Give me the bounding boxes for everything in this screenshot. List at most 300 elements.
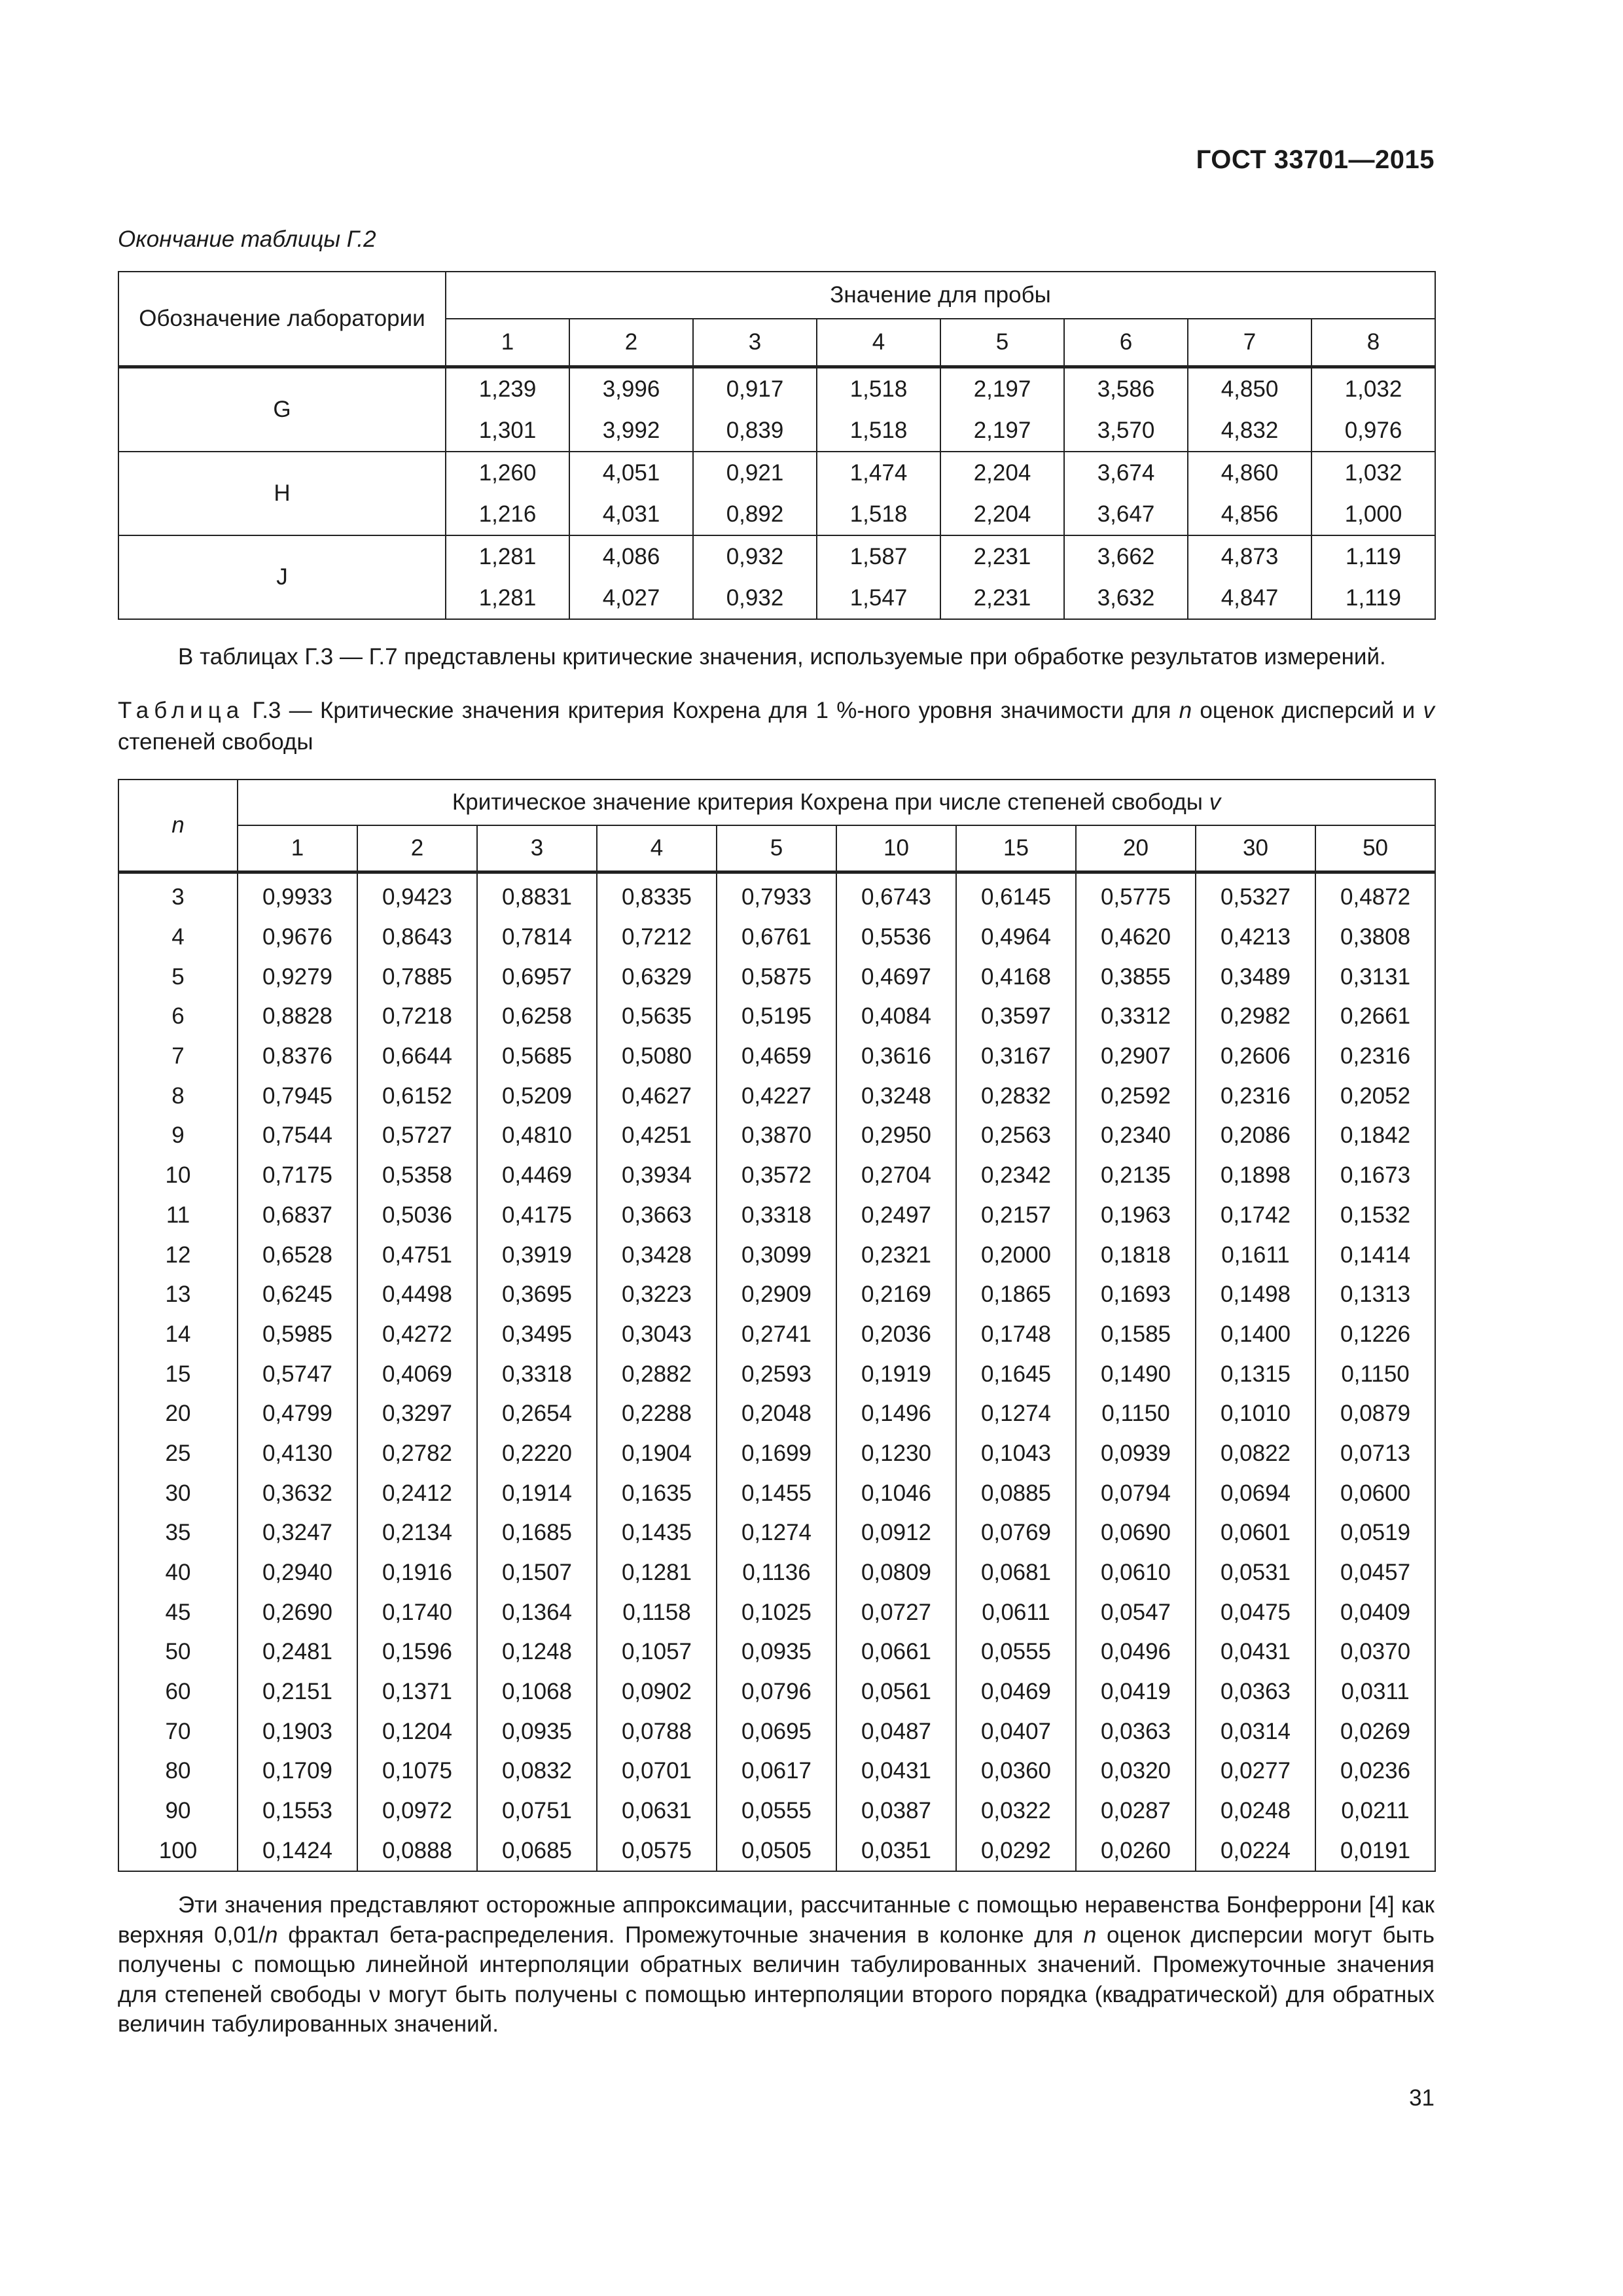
critical-value-cell: 0,1400 bbox=[1196, 1315, 1315, 1355]
value-cell: 2,197 bbox=[940, 367, 1064, 410]
caption-text-part: Критические значения критерия Кохрена для 1 %-ного уровня значимости для bbox=[320, 698, 1171, 723]
value-cell: 3,674 bbox=[1064, 452, 1188, 493]
n-cell: 40 bbox=[118, 1553, 238, 1593]
critical-value-cell: 0,5327 bbox=[1196, 872, 1315, 918]
critical-value-cell: 0,1507 bbox=[477, 1553, 597, 1593]
value-cell: 4,850 bbox=[1188, 367, 1311, 410]
critical-value-cell: 0,2593 bbox=[717, 1354, 836, 1394]
critical-value-cell: 0,0601 bbox=[1196, 1513, 1315, 1553]
critical-value-cell: 0,7212 bbox=[597, 918, 717, 958]
dof-column-header: 2 bbox=[357, 825, 477, 872]
table-row bbox=[118, 997, 1435, 1037]
critical-value-cell: 0,5727 bbox=[357, 1116, 477, 1156]
critical-value-cell: 0,0912 bbox=[836, 1513, 956, 1553]
table-row bbox=[118, 1672, 1435, 1712]
critical-value-cell: 0,2340 bbox=[1076, 1116, 1196, 1156]
critical-value-cell: 0,5685 bbox=[477, 1037, 597, 1077]
critical-value-cell: 0,0547 bbox=[1076, 1592, 1196, 1632]
table-row bbox=[118, 1553, 1435, 1593]
value-cell: 3,647 bbox=[1064, 493, 1188, 535]
document-header: ГОСТ 33701—2015 bbox=[1196, 145, 1435, 174]
sample-column-header: 3 bbox=[693, 319, 817, 367]
critical-value-cell: 0,1150 bbox=[1076, 1394, 1196, 1434]
value-cell: 1,518 bbox=[817, 410, 940, 452]
critical-value-cell: 0,3223 bbox=[597, 1275, 717, 1315]
value-cell: 2,204 bbox=[940, 452, 1064, 493]
table-row bbox=[118, 1196, 1435, 1236]
critical-value-cell: 0,1742 bbox=[1196, 1196, 1315, 1236]
critical-value-cell: 0,0935 bbox=[477, 1712, 597, 1751]
critical-value-cell: 0,6761 bbox=[717, 918, 836, 958]
dof-column-header: 30 bbox=[1196, 825, 1315, 872]
critical-value-cell: 0,5747 bbox=[238, 1354, 357, 1394]
n-cell: 30 bbox=[118, 1473, 238, 1513]
table-row bbox=[118, 1751, 1435, 1791]
critical-value-cell: 0,2169 bbox=[836, 1275, 956, 1315]
critical-value-cell: 0,3312 bbox=[1076, 997, 1196, 1037]
notes-text: оценок дисперсии могут быть получены с помощью линейной интерполяции обратных величин табулированных значений. Промежуточные значения для степеней свободы ν могут быть получены с помощью интерполяции второго порядка (квадратической) для обратных величин табулированных значений. bbox=[118, 1922, 1435, 2037]
critical-value-cell: 0,6644 bbox=[357, 1037, 477, 1077]
dof-column-header: 3 bbox=[477, 825, 597, 872]
value-cell: 0,839 bbox=[693, 410, 817, 452]
critical-value-cell: 0,3855 bbox=[1076, 957, 1196, 997]
table-continuation-caption: Окончание таблицы Г.2 bbox=[118, 226, 376, 252]
critical-value-cell: 0,0419 bbox=[1076, 1672, 1196, 1712]
critical-value-cell: 0,1914 bbox=[477, 1473, 597, 1513]
critical-value-cell: 0,3131 bbox=[1315, 957, 1435, 997]
lab-column-header: Обозначение лаборатории bbox=[118, 272, 446, 367]
critical-value-cell: 0,0431 bbox=[836, 1751, 956, 1791]
n-cell: 80 bbox=[118, 1751, 238, 1791]
critical-value-cell: 0,0360 bbox=[956, 1751, 1076, 1791]
critical-value-cell: 0,1057 bbox=[597, 1632, 717, 1672]
critical-value-cell: 0,0292 bbox=[956, 1831, 1076, 1872]
critical-value-cell: 0,3318 bbox=[717, 1196, 836, 1236]
table-row bbox=[118, 957, 1435, 997]
critical-value-cell: 0,0561 bbox=[836, 1672, 956, 1712]
critical-value-cell: 0,0322 bbox=[956, 1791, 1076, 1831]
critical-value-cell: 0,8643 bbox=[357, 918, 477, 958]
critical-value-cell: 0,3597 bbox=[956, 997, 1076, 1037]
critical-value-cell: 0,0600 bbox=[1315, 1473, 1435, 1513]
critical-value-cell: 0,0314 bbox=[1196, 1712, 1315, 1751]
critical-value-cell: 0,1635 bbox=[597, 1473, 717, 1513]
critical-value-cell: 0,0248 bbox=[1196, 1791, 1315, 1831]
table-row bbox=[118, 1037, 1435, 1077]
critical-value-cell: 0,1281 bbox=[597, 1553, 717, 1593]
critical-value-cell: 0,0713 bbox=[1315, 1434, 1435, 1474]
critical-value-cell: 0,7544 bbox=[238, 1116, 357, 1156]
critical-value-cell: 0,1455 bbox=[717, 1473, 836, 1513]
table-row bbox=[118, 1156, 1435, 1196]
value-cell: 0,932 bbox=[693, 535, 817, 577]
critical-value-cell: 0,0751 bbox=[477, 1791, 597, 1831]
critical-value-cell: 0,1693 bbox=[1076, 1275, 1196, 1315]
critical-value-cell: 0,2151 bbox=[238, 1672, 357, 1712]
critical-value-cell: 0,6743 bbox=[836, 872, 956, 918]
critical-value-cell: 0,3632 bbox=[238, 1473, 357, 1513]
critical-value-cell: 0,0236 bbox=[1315, 1751, 1435, 1791]
table-row bbox=[118, 1354, 1435, 1394]
critical-value-cell: 0,0363 bbox=[1196, 1672, 1315, 1712]
value-cell: 2,197 bbox=[940, 410, 1064, 452]
value-cell: 4,027 bbox=[569, 577, 693, 619]
critical-value-cell: 0,3919 bbox=[477, 1235, 597, 1275]
critical-value-cell: 0,2220 bbox=[477, 1434, 597, 1474]
critical-value-header bbox=[238, 780, 1435, 825]
critical-value-cell: 0,1740 bbox=[357, 1592, 477, 1632]
critical-value-cell: 0,0555 bbox=[956, 1632, 1076, 1672]
table-row bbox=[118, 1116, 1435, 1156]
critical-value-cell: 0,2592 bbox=[1076, 1076, 1196, 1116]
critical-value-cell: 0,2950 bbox=[836, 1116, 956, 1156]
critical-value-cell: 0,0260 bbox=[1076, 1831, 1196, 1872]
critical-value-cell: 0,0681 bbox=[956, 1553, 1076, 1593]
critical-value-cell: 0,1490 bbox=[1076, 1354, 1196, 1394]
critical-value-cell: 0,1010 bbox=[1196, 1394, 1315, 1434]
cochran-critical-values-table bbox=[118, 779, 1436, 1872]
critical-value-cell: 0,4251 bbox=[597, 1116, 717, 1156]
n-cell: 6 bbox=[118, 997, 238, 1037]
critical-value-cell: 0,0788 bbox=[597, 1712, 717, 1751]
critical-value-cell: 0,0487 bbox=[836, 1712, 956, 1751]
critical-value-cell: 0,0277 bbox=[1196, 1751, 1315, 1791]
value-cell: 4,086 bbox=[569, 535, 693, 577]
critical-value-cell: 0,0505 bbox=[717, 1831, 836, 1872]
critical-value-cell: 0,6245 bbox=[238, 1275, 357, 1315]
critical-value-cell: 0,0690 bbox=[1076, 1513, 1196, 1553]
critical-value-cell: 0,5985 bbox=[238, 1315, 357, 1355]
n-cell: 12 bbox=[118, 1235, 238, 1275]
table-g3-caption bbox=[118, 695, 1435, 758]
critical-value-cell: 0,7175 bbox=[238, 1156, 357, 1196]
caption-text-part: степеней свободы bbox=[118, 729, 313, 755]
critical-value-cell: 0,2661 bbox=[1315, 997, 1435, 1037]
sample-column-header: 5 bbox=[940, 319, 1064, 367]
critical-value-cell: 0,0832 bbox=[477, 1751, 597, 1791]
critical-value-cell: 0,5635 bbox=[597, 997, 717, 1037]
critical-value-cell: 0,3808 bbox=[1315, 918, 1435, 958]
critical-value-cell: 0,5209 bbox=[477, 1076, 597, 1116]
critical-value-cell: 0,0617 bbox=[717, 1751, 836, 1791]
critical-value-cell: 0,2412 bbox=[357, 1473, 477, 1513]
critical-value-cell: 0,0409 bbox=[1315, 1592, 1435, 1632]
critical-value-cell: 0,2157 bbox=[956, 1196, 1076, 1236]
critical-value-cell: 0,0610 bbox=[1076, 1553, 1196, 1593]
dof-column-header: 5 bbox=[717, 825, 836, 872]
table-row bbox=[118, 1791, 1435, 1831]
critical-value-cell: 0,0224 bbox=[1196, 1831, 1315, 1872]
critical-value-cell: 0,4175 bbox=[477, 1196, 597, 1236]
critical-value-cell: 0,0935 bbox=[717, 1632, 836, 1672]
critical-value-cell: 0,1553 bbox=[238, 1791, 357, 1831]
critical-value-cell: 0,0191 bbox=[1315, 1831, 1435, 1872]
critical-value-cell: 0,2316 bbox=[1315, 1037, 1435, 1077]
value-cell: 1,281 bbox=[446, 535, 569, 577]
lab-label-cell: J bbox=[118, 535, 446, 619]
critical-value-cell: 0,2907 bbox=[1076, 1037, 1196, 1077]
critical-value-cell: 0,1611 bbox=[1196, 1235, 1315, 1275]
n-cell: 7 bbox=[118, 1037, 238, 1077]
critical-value-cell: 0,3099 bbox=[717, 1235, 836, 1275]
critical-value-cell: 0,2086 bbox=[1196, 1116, 1315, 1156]
critical-value-cell: 0,3248 bbox=[836, 1076, 956, 1116]
critical-value-cell: 0,0531 bbox=[1196, 1553, 1315, 1593]
n-cell: 20 bbox=[118, 1394, 238, 1434]
table-row bbox=[118, 1076, 1435, 1116]
critical-value-cell: 0,0311 bbox=[1315, 1672, 1435, 1712]
value-cell: 3,996 bbox=[569, 367, 693, 410]
critical-value-cell: 0,3695 bbox=[477, 1275, 597, 1315]
n-cell: 70 bbox=[118, 1712, 238, 1751]
critical-value-cell: 0,2052 bbox=[1315, 1076, 1435, 1116]
critical-value-cell: 0,2316 bbox=[1196, 1076, 1315, 1116]
critical-value-cell: 0,8831 bbox=[477, 872, 597, 918]
critical-value-cell: 0,1865 bbox=[956, 1275, 1076, 1315]
critical-value-cell: 0,1673 bbox=[1315, 1156, 1435, 1196]
value-cell: 1,000 bbox=[1311, 493, 1435, 535]
critical-value-cell: 0,7814 bbox=[477, 918, 597, 958]
critical-value-cell: 0,9423 bbox=[357, 872, 477, 918]
value-cell: 3,586 bbox=[1064, 367, 1188, 410]
n-cell: 100 bbox=[118, 1831, 238, 1872]
value-cell: 1,119 bbox=[1311, 577, 1435, 619]
critical-value-cell: 0,3870 bbox=[717, 1116, 836, 1156]
critical-value-cell: 0,9279 bbox=[238, 957, 357, 997]
critical-value-cell: 0,1748 bbox=[956, 1315, 1076, 1355]
caption-word: Таблица bbox=[118, 698, 245, 723]
critical-value-cell: 0,1898 bbox=[1196, 1156, 1315, 1196]
table-row bbox=[118, 535, 1435, 577]
critical-value-cell: 0,1248 bbox=[477, 1632, 597, 1672]
critical-value-cell: 0,7945 bbox=[238, 1076, 357, 1116]
critical-value-cell: 0,4627 bbox=[597, 1076, 717, 1116]
critical-value-cell: 0,5195 bbox=[717, 997, 836, 1037]
dof-column-header: 4 bbox=[597, 825, 717, 872]
critical-value-cell: 0,2882 bbox=[597, 1354, 717, 1394]
n-cell: 45 bbox=[118, 1592, 238, 1632]
caption-n-symbol: n bbox=[1179, 698, 1192, 723]
table-row bbox=[118, 1473, 1435, 1513]
critical-value-cell: 0,2909 bbox=[717, 1275, 836, 1315]
critical-value-cell: 0,3043 bbox=[597, 1315, 717, 1355]
critical-value-cell: 0,2000 bbox=[956, 1235, 1076, 1275]
critical-value-cell: 0,0631 bbox=[597, 1791, 717, 1831]
critical-value-cell: 0,3489 bbox=[1196, 957, 1315, 997]
table-row bbox=[118, 1315, 1435, 1355]
critical-value-cell: 0,3663 bbox=[597, 1196, 717, 1236]
critical-value-cell: 0,1916 bbox=[357, 1553, 477, 1593]
critical-value-cell: 0,2606 bbox=[1196, 1037, 1315, 1077]
lab-label-cell: G bbox=[118, 367, 446, 452]
critical-value-cell: 0,0363 bbox=[1076, 1712, 1196, 1751]
critical-value-cell: 0,4213 bbox=[1196, 918, 1315, 958]
critical-value-cell: 0,0211 bbox=[1315, 1791, 1435, 1831]
critical-value-cell: 0,9933 bbox=[238, 872, 357, 918]
n-cell: 15 bbox=[118, 1354, 238, 1394]
value-cell: 3,992 bbox=[569, 410, 693, 452]
value-cell: 4,873 bbox=[1188, 535, 1311, 577]
critical-value-cell: 0,1414 bbox=[1315, 1235, 1435, 1275]
dof-column-header: 50 bbox=[1315, 825, 1435, 872]
n-cell: 60 bbox=[118, 1672, 238, 1712]
page-number: 31 bbox=[1409, 2085, 1435, 2111]
critical-value-cell: 0,3167 bbox=[956, 1037, 1076, 1077]
critical-value-cell: 0,1068 bbox=[477, 1672, 597, 1712]
critical-value-cell: 0,4069 bbox=[357, 1354, 477, 1394]
critical-value-cell: 0,1364 bbox=[477, 1592, 597, 1632]
caption-dash: — bbox=[289, 698, 312, 723]
n-cell: 10 bbox=[118, 1156, 238, 1196]
critical-value-cell: 0,0519 bbox=[1315, 1513, 1435, 1553]
critical-value-cell: 0,3572 bbox=[717, 1156, 836, 1196]
critical-value-cell: 0,0885 bbox=[956, 1473, 1076, 1513]
critical-value-cell: 0,1274 bbox=[956, 1394, 1076, 1434]
critical-value-cell: 0,3495 bbox=[477, 1315, 597, 1355]
critical-value-cell: 0,2497 bbox=[836, 1196, 956, 1236]
critical-value-cell: 0,7218 bbox=[357, 997, 477, 1037]
critical-value-cell: 0,1919 bbox=[836, 1354, 956, 1394]
critical-value-cell: 0,2982 bbox=[1196, 997, 1315, 1037]
value-cell: 4,031 bbox=[569, 493, 693, 535]
dof-column-header: 1 bbox=[238, 825, 357, 872]
critical-value-cell: 0,4620 bbox=[1076, 918, 1196, 958]
dof-column-header: 15 bbox=[956, 825, 1076, 872]
critical-value-cell: 0,2704 bbox=[836, 1156, 956, 1196]
critical-value-header-text: Критическое значение критерия Кохрена при числе степеней свободы bbox=[452, 789, 1203, 815]
value-cell: 1,518 bbox=[817, 493, 940, 535]
critical-value-cell: 0,4168 bbox=[956, 957, 1076, 997]
v-symbol: v bbox=[1209, 789, 1221, 815]
value-cell: 4,860 bbox=[1188, 452, 1311, 493]
critical-value-cell: 0,4810 bbox=[477, 1116, 597, 1156]
critical-value-cell: 0,0822 bbox=[1196, 1434, 1315, 1474]
critical-value-cell: 0,0287 bbox=[1076, 1791, 1196, 1831]
critical-value-cell: 0,1435 bbox=[597, 1513, 717, 1553]
critical-value-cell: 0,0269 bbox=[1315, 1712, 1435, 1751]
caption-v-symbol: v bbox=[1423, 698, 1435, 723]
critical-value-cell: 0,2690 bbox=[238, 1592, 357, 1632]
sample-column-header: 7 bbox=[1188, 319, 1311, 367]
critical-value-cell: 0,1685 bbox=[477, 1513, 597, 1553]
n-cell: 11 bbox=[118, 1196, 238, 1236]
critical-value-cell: 0,2654 bbox=[477, 1394, 597, 1434]
critical-value-cell: 0,0407 bbox=[956, 1712, 1076, 1751]
table-row bbox=[118, 872, 1435, 918]
lab-label-cell: H bbox=[118, 452, 446, 535]
n-column-header bbox=[118, 780, 238, 872]
critical-value-cell: 0,1532 bbox=[1315, 1196, 1435, 1236]
critical-value-cell: 0,1313 bbox=[1315, 1275, 1435, 1315]
critical-value-cell: 0,5358 bbox=[357, 1156, 477, 1196]
sample-column-header: 1 bbox=[446, 319, 569, 367]
critical-value-cell: 0,4469 bbox=[477, 1156, 597, 1196]
value-cell: 4,051 bbox=[569, 452, 693, 493]
critical-value-cell: 0,1025 bbox=[717, 1592, 836, 1632]
value-cell: 3,570 bbox=[1064, 410, 1188, 452]
n-cell: 90 bbox=[118, 1791, 238, 1831]
value-cell: 1,260 bbox=[446, 452, 569, 493]
table-row bbox=[118, 1275, 1435, 1315]
critical-value-cell: 0,0809 bbox=[836, 1553, 956, 1593]
critical-value-cell: 0,2321 bbox=[836, 1235, 956, 1275]
value-cell: 0,892 bbox=[693, 493, 817, 535]
critical-value-cell: 0,5036 bbox=[357, 1196, 477, 1236]
critical-value-cell: 0,2288 bbox=[597, 1394, 717, 1434]
n-cell: 35 bbox=[118, 1513, 238, 1553]
critical-value-cell: 0,4659 bbox=[717, 1037, 836, 1077]
table-row bbox=[118, 1592, 1435, 1632]
critical-value-cell: 0,2134 bbox=[357, 1513, 477, 1553]
critical-value-cell: 0,1075 bbox=[357, 1751, 477, 1791]
critical-value-cell: 0,0972 bbox=[357, 1791, 477, 1831]
value-cell: 1,301 bbox=[446, 410, 569, 452]
intro-paragraph: В таблицах Г.3 — Г.7 представлены критические значения, используемые при обработке результатов измерений. bbox=[178, 644, 1386, 670]
value-cell: 1,547 bbox=[817, 577, 940, 619]
critical-value-cell: 0,1274 bbox=[717, 1513, 836, 1553]
value-cell: 2,231 bbox=[940, 577, 1064, 619]
critical-value-cell: 0,1645 bbox=[956, 1354, 1076, 1394]
critical-value-cell: 0,0794 bbox=[1076, 1473, 1196, 1513]
critical-value-cell: 0,1158 bbox=[597, 1592, 717, 1632]
critical-value-cell: 0,2741 bbox=[717, 1315, 836, 1355]
critical-value-cell: 0,8376 bbox=[238, 1037, 357, 1077]
n-cell: 13 bbox=[118, 1275, 238, 1315]
critical-value-cell: 0,1699 bbox=[717, 1434, 836, 1474]
table-row bbox=[118, 1831, 1435, 1872]
critical-value-cell: 0,4272 bbox=[357, 1315, 477, 1355]
critical-value-cell: 0,6528 bbox=[238, 1235, 357, 1275]
critical-value-cell: 0,4130 bbox=[238, 1434, 357, 1474]
critical-value-cell: 0,1496 bbox=[836, 1394, 956, 1434]
sample-column-header: 4 bbox=[817, 319, 940, 367]
n-cell: 3 bbox=[118, 872, 238, 918]
n-cell: 8 bbox=[118, 1076, 238, 1116]
dof-column-header: 20 bbox=[1076, 825, 1196, 872]
critical-value-cell: 0,8335 bbox=[597, 872, 717, 918]
sample-value-header: Значение для пробы bbox=[446, 272, 1435, 319]
critical-value-cell: 0,5536 bbox=[836, 918, 956, 958]
critical-value-cell: 0,4227 bbox=[717, 1076, 836, 1116]
notes-text: фрактал бета-распределения. Промежуточные значения в колонке для bbox=[277, 1922, 1084, 1948]
critical-value-cell: 0,0496 bbox=[1076, 1632, 1196, 1672]
n-cell: 9 bbox=[118, 1116, 238, 1156]
critical-value-cell: 0,4872 bbox=[1315, 872, 1435, 918]
sample-column-header: 8 bbox=[1311, 319, 1435, 367]
sample-column-header: 2 bbox=[569, 319, 693, 367]
critical-value-cell: 0,0370 bbox=[1315, 1632, 1435, 1672]
value-cell: 3,662 bbox=[1064, 535, 1188, 577]
value-cell: 3,632 bbox=[1064, 577, 1188, 619]
critical-value-cell: 0,0694 bbox=[1196, 1473, 1315, 1513]
critical-value-cell: 0,7885 bbox=[357, 957, 477, 997]
critical-value-cell: 0,4799 bbox=[238, 1394, 357, 1434]
critical-value-cell: 0,0902 bbox=[597, 1672, 717, 1712]
critical-value-cell: 0,1136 bbox=[717, 1553, 836, 1593]
critical-value-cell: 0,0701 bbox=[597, 1751, 717, 1791]
critical-value-cell: 0,2563 bbox=[956, 1116, 1076, 1156]
critical-value-cell: 0,2048 bbox=[717, 1394, 836, 1434]
critical-value-cell: 0,1498 bbox=[1196, 1275, 1315, 1315]
sample-column-header: 6 bbox=[1064, 319, 1188, 367]
notes-paragraph bbox=[118, 1890, 1435, 2039]
table-row bbox=[118, 1513, 1435, 1553]
critical-value-cell: 0,3297 bbox=[357, 1394, 477, 1434]
value-cell: 4,856 bbox=[1188, 493, 1311, 535]
value-cell: 1,281 bbox=[446, 577, 569, 619]
value-cell: 1,474 bbox=[817, 452, 940, 493]
value-cell: 1,032 bbox=[1311, 452, 1435, 493]
